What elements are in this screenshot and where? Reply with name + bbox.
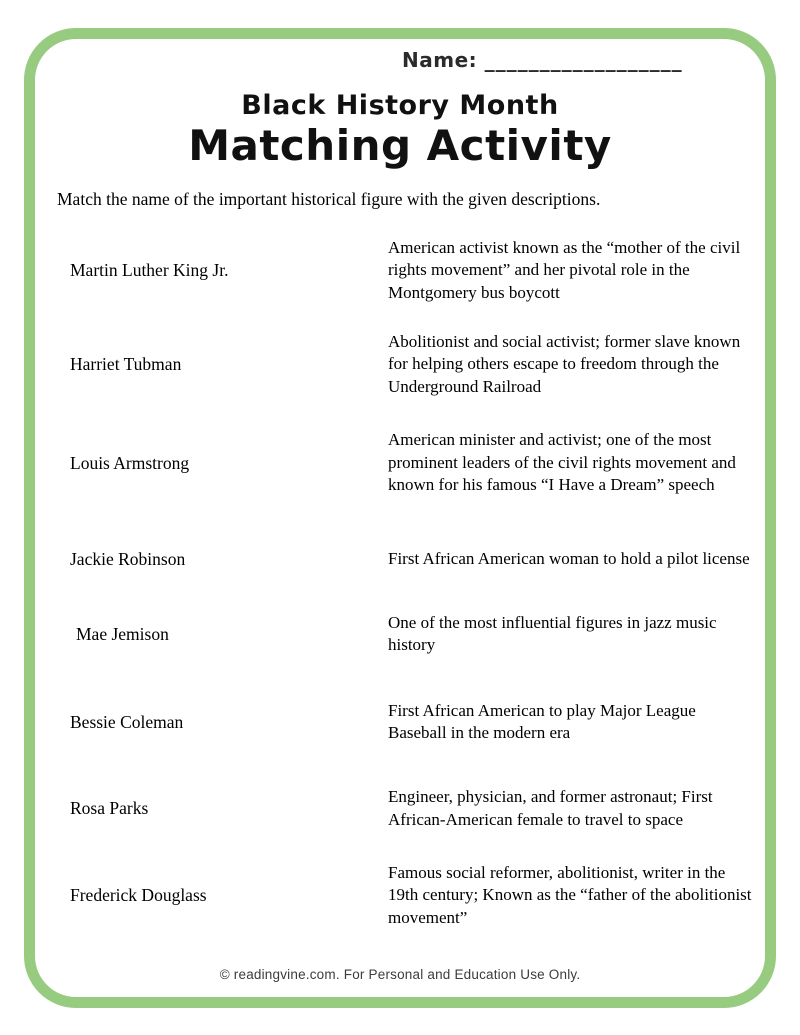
worksheet-subtitle: Black History Month xyxy=(241,90,559,121)
matching-row-6 xyxy=(70,699,758,745)
figure-description: First African American woman to hold a pilot license xyxy=(388,548,750,568)
figure-description: American activist known as the “mother of the civil rights movement” and her pivotal role in the Montgomery bus boycott xyxy=(388,237,741,302)
figure-name: Mae Jemison xyxy=(76,623,169,644)
figure-name: Rosa Parks xyxy=(70,798,149,818)
matching-row-4 xyxy=(70,536,758,582)
figure-description: Abolitionist and social activist; former slave known for helping others escape to freedom through the Underground Railroad xyxy=(388,331,741,396)
matching-row-5 xyxy=(70,611,758,657)
matching-row-8 xyxy=(70,861,758,930)
matching-row-3 xyxy=(70,417,758,509)
worksheet-title: Matching Activity xyxy=(188,121,612,170)
figure-description: American minister and activist; one of the most prominent leaders of the civil rights movement and known for his famous “I Have a Dream” speech xyxy=(388,430,736,495)
name-blank-line: __________________ xyxy=(484,48,683,72)
name-label: Name: xyxy=(402,48,478,72)
figure-description: First African American to play Major League Baseball in the modern era xyxy=(388,700,696,742)
figure-name: Harriet Tubman xyxy=(70,354,182,374)
figure-description: Famous social reformer, abolitionist, writer in the 19th century; Known as the “father of the abolitionist movement” xyxy=(388,862,752,927)
figure-name: Louis Armstrong xyxy=(70,452,190,473)
figure-description: One of the most influential figures in jazz music history xyxy=(388,612,717,654)
matching-row-1 xyxy=(70,236,758,305)
matching-row-7 xyxy=(70,774,758,843)
name-line xyxy=(402,48,683,72)
figure-name: Jackie Robinson xyxy=(70,548,186,569)
copyright-footer: © readingvine.com. For Personal and Education Use Only. xyxy=(219,967,581,982)
instructions-text: Match the name of the important historical figure with the given descriptions. xyxy=(57,189,601,209)
figure-name: Frederick Douglass xyxy=(70,885,207,905)
figure-name: Bessie Coleman xyxy=(70,711,184,732)
figure-description: Engineer, physician, and former astronaut; First African-American female to travel to space xyxy=(388,787,713,829)
figure-name: Martin Luther King Jr. xyxy=(70,260,229,280)
matching-row-2 xyxy=(70,330,758,399)
